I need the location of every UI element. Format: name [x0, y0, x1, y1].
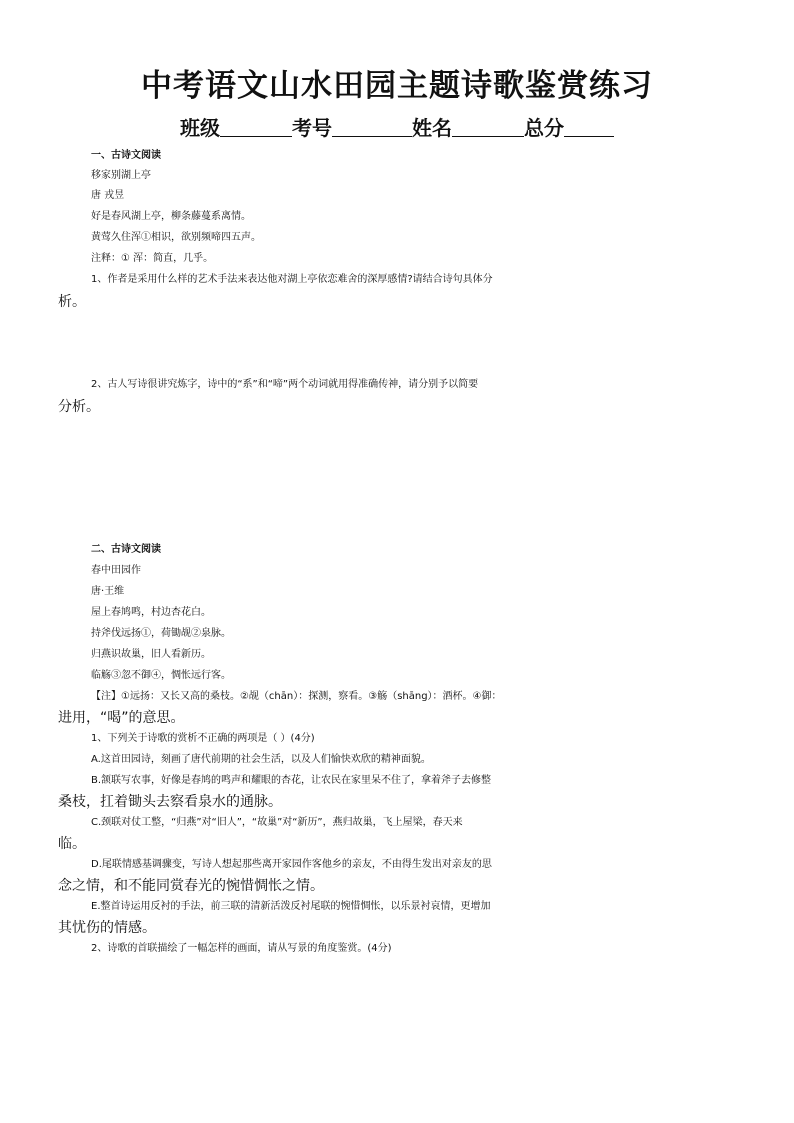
- section1-heading: 一、古诗文阅读: [91, 150, 161, 161]
- option-e-line-1: E.整首诗运用反衬的手法，前三联的清新活泼反衬尾联的惋惜惆怅，以乐景衬哀情，更增加: [91, 901, 491, 912]
- section1-verse-2: 黄莺久住浑①相识，欲别频啼四五声。: [91, 232, 261, 243]
- page-title: 中考语文山水田园主题诗歌鉴赏练习: [141, 68, 653, 104]
- section2-verse-3: 归燕识故巢，旧人看新历。: [91, 649, 211, 660]
- section2-heading: 二、古诗文阅读: [91, 544, 161, 555]
- section1-question-2-line-2: 分析。: [58, 399, 100, 415]
- option-e-line-2: 其忧伤的情感。: [58, 920, 156, 936]
- section1-note: 注释：① 浑：简直，几乎。: [91, 253, 214, 264]
- option-c-line-1: C.颈联对仗工整，“归燕”对“旧人”，“故巢”对“新历”，燕归故巢，飞上屋梁，春天来: [91, 817, 463, 828]
- option-c-line-2: 临。: [58, 836, 86, 852]
- class-label: 班级: [180, 116, 220, 140]
- section2-poem-title: 春中田园作: [91, 565, 141, 576]
- section2-verse-4: 临觞③忽不御④，惆怅远行客。: [91, 670, 231, 681]
- section2-verse-1: 屋上春鸠鸣，村边杏花白。: [91, 607, 211, 618]
- option-d-line-1: D.尾联情感基调骤变，写诗人想起那些离开家园作客他乡的亲友，不由得生发出对亲友的思: [91, 859, 492, 870]
- section2-author: 唐·王维: [91, 586, 125, 597]
- option-d-line-2: 念之情，和不能同赏春光的惋惜惆怅之情。: [58, 878, 324, 894]
- class-blank[interactable]: [220, 118, 292, 137]
- option-b-line-1: B.颔联写农事，好像是春鸠的鸣声和耀眼的杏花，让农民在家里呆不住了，拿着斧子去修整: [91, 775, 492, 786]
- section1-verse-1: 好是春风湖上亭，柳条藤蔓系离情。: [91, 211, 251, 222]
- score-label: 总分: [524, 116, 564, 140]
- section1-question-1-line-1: 1、作者是采用什么样的艺术手法来表达他对湖上亭依恋难舍的深厚感情?请结合诗句具体分: [91, 274, 493, 285]
- option-a: A.这首田园诗，刻画了唐代前期的社会生活，以及人们愉快欢欣的精神面貌。: [91, 754, 431, 765]
- exam-no-label: 考号: [292, 116, 332, 140]
- section2-verse-2: 持斧伐远扬①，荷锄觇②泉脉。: [91, 628, 231, 639]
- section2-question-1: 1、下列关于诗歌的赏析不正确的两项是（ ）(4分): [91, 733, 315, 744]
- student-info-line: [0, 112, 794, 141]
- option-b-line-2: 桑枝，扛着锄头去察看泉水的通脉。: [58, 794, 282, 810]
- name-label: 姓名: [412, 116, 452, 140]
- section2-question-2: 2、诗歌的首联描绘了一幅怎样的画面，请从写景的角度鉴赏。(4分): [91, 943, 392, 954]
- section1-poem-title: 移家别湖上亭: [91, 170, 151, 181]
- name-blank[interactable]: [452, 118, 524, 137]
- section2-note-line-2: 进用，“喝”的意思。: [58, 710, 185, 726]
- exam-no-blank[interactable]: [332, 118, 412, 137]
- section1-question-1-line-2: 析。: [58, 294, 86, 310]
- section1-author: 唐 戎昱: [91, 190, 125, 201]
- score-blank[interactable]: [564, 118, 614, 137]
- section2-note-line-1: 【注】①远扬：又长又高的桑枝。②觇（chān）：探测，察看。③觞（shāng）：酒杯。④御：: [91, 691, 502, 702]
- section1-question-2-line-1: 2、古人写诗很讲究炼字，诗中的“系”和“啼”两个动词就用得准确传神，请分别予以简要: [91, 379, 479, 390]
